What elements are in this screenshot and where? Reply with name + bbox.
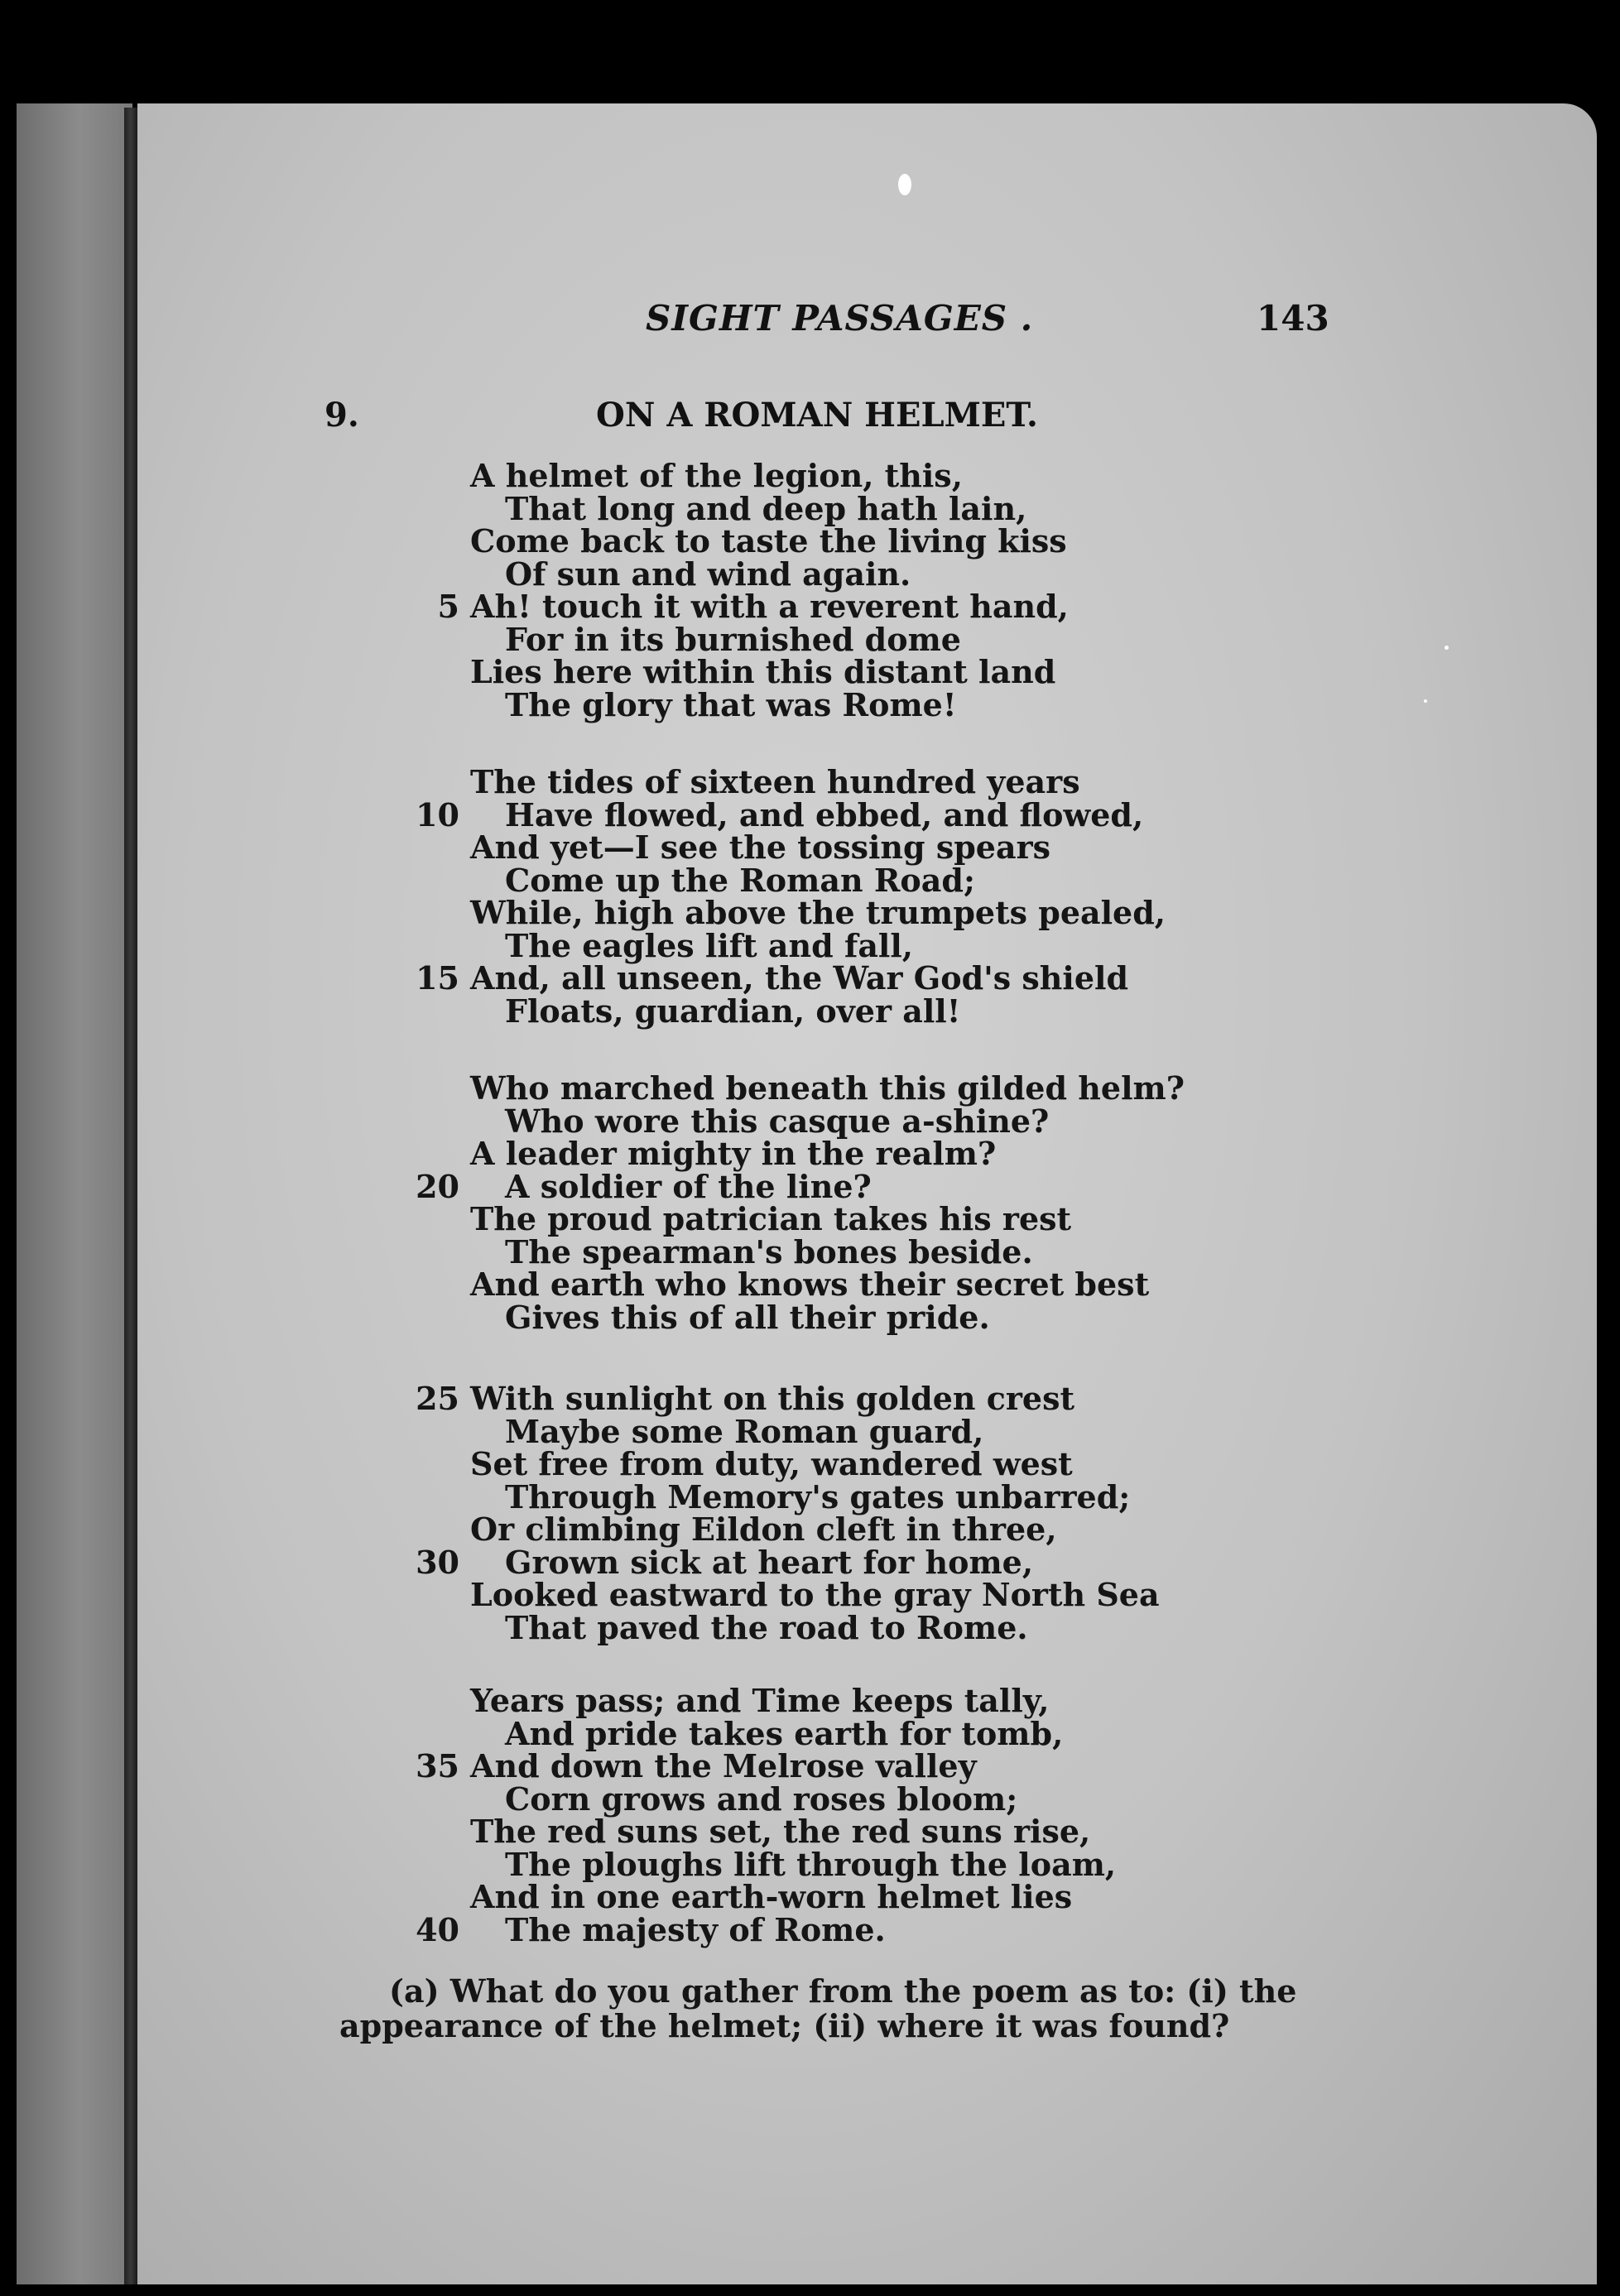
poem-line: And yet—I see the tossing spears [470,829,1051,866]
poem-line: For in its burnished dome [505,620,961,658]
facing-page-edge [17,103,132,2284]
page-number: 143 [1257,298,1329,339]
poem-line: Or climbing Eildon cleft in three, [470,1511,1057,1548]
poem-line: Ah! touch it with a reverent hand, [470,588,1069,625]
poem-line: Corn grows and roses bloom; [505,1780,1018,1818]
poem-line: Come up the Roman Road; [505,861,975,899]
line-number: 35 [416,1747,459,1784]
poem-line: And in one earth-worn helmet lies [470,1878,1073,1915]
poem-line: While, high above the trumpets pealed, [470,894,1166,931]
line-number: 40 [416,1910,459,1948]
poem-line: Of sun and wind again. [505,555,911,593]
poem-line: The majesty of Rome. [505,1910,886,1948]
poem-line: A soldier of the line? [505,1167,872,1205]
film-speck [898,174,911,195]
poem-line: Come back to taste the living kiss [470,522,1067,560]
poem-line: Lies here within this distant land [470,653,1056,690]
poem-line: Grown sick at heart for home, [505,1543,1034,1581]
line-number: 30 [416,1543,459,1581]
poem-line: That long and deep hath lain, [505,489,1027,527]
poem-line: Have flowed, and ebbed, and flowed, [505,795,1144,833]
line-number: 5 [437,588,459,625]
poem-line: Years pass; and Time keeps tally, [470,1682,1050,1719]
poem-line: The ploughs lift through the loam, [505,1845,1117,1883]
poem-line: With sunlight on this golden crest [470,1380,1075,1417]
poem-title: ON A ROMAN HELMET. [596,396,1038,435]
poem-line: And down the Melrose valley [470,1747,977,1784]
line-number: 20 [416,1167,459,1205]
scan-border-right [1597,99,1620,2296]
poem-line: Who wore this casque a-shine? [505,1102,1050,1140]
poem-line: The proud patrician takes his rest [470,1200,1072,1237]
poem-line: Gives this of all their pride. [505,1298,990,1336]
poem-line: The eagles lift and fall, [505,926,914,964]
poem-line: And pride takes earth for tomb, [505,1714,1064,1752]
film-speck [1424,699,1427,703]
poem-line: The tides of sixteen hundred years [470,763,1080,800]
poem-line: Who marched beneath this gilded helm? [470,1069,1185,1107]
line-number: 15 [416,959,459,997]
film-speck [1445,646,1449,650]
scan-border-bottom [0,2284,1620,2296]
section-number: 9. [324,396,359,435]
book-gutter [124,108,137,2284]
poem-line: A helmet of the legion, this, [470,457,963,494]
poem-line: That paved the road to Rome. [505,1608,1028,1646]
poem-line: Through Memory's gates unbarred; [505,1477,1131,1515]
scan-border-left [0,0,17,2296]
poem-line: Set free from duty, wandered west [470,1445,1073,1482]
poem-line: And, all unseen, the War God's shield [470,959,1129,997]
running-head: SIGHT PASSAGES . [646,298,1034,339]
poem-line: Floats, guardian, over all! [505,992,961,1030]
poem-line: The glory that was Rome! [505,685,957,723]
poem-line: Looked eastward to the gray North Sea [470,1576,1160,1613]
scan-border-top [0,0,1620,103]
poem-line: A leader mighty in the realm? [470,1135,997,1172]
poem-line: The spearman's bones beside. [505,1232,1033,1270]
question-a: (a) What do you gather from the poem as to: (i) the appearance of the helmet; (ii) where it was found? [339,1972,1297,2044]
poem-line: The red suns set, the red suns rise, [470,1813,1091,1850]
line-number: 10 [416,795,459,833]
poem-line: Maybe some Roman guard, [505,1412,984,1450]
line-number: 25 [416,1380,459,1417]
poem-line: And earth who knows their secret best [470,1266,1150,1303]
